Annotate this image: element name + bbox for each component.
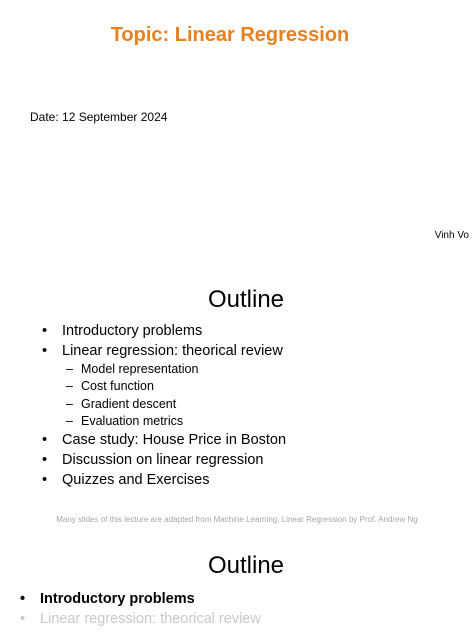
outline-item-label: Introductory problems	[62, 323, 203, 339]
bullet-icon: •	[42, 452, 48, 469]
outline-item-inactive	[18, 609, 261, 629]
dash-icon: –	[66, 413, 73, 428]
outline-item-active	[18, 589, 261, 609]
outline-item-label: Linear regression: theorical review	[40, 611, 261, 627]
bullet-icon: •	[42, 432, 48, 449]
outline-list	[40, 321, 286, 490]
bullet-icon: •	[42, 343, 48, 359]
outline-item	[40, 430, 286, 450]
outline-subitem-label: Model representation	[81, 362, 199, 376]
outline-item-label: Discussion on linear regression	[62, 452, 264, 469]
outline-slide	[0, 272, 474, 540]
slide-title: Topic: Linear Regression	[110, 24, 350, 46]
outline-subitem	[40, 361, 286, 378]
outline-item-label: Quizzes and Exercises	[62, 472, 210, 489]
bullet-icon: •	[20, 591, 26, 607]
footnote: Many slides of this lecture are adapted from Machine Learning, Linear Regression by Prof. Andrew Ng	[56, 515, 418, 524]
outline-item	[40, 341, 286, 361]
outline-slide-highlight	[0, 540, 474, 632]
dash-icon: –	[66, 396, 73, 411]
slide-author: Vinh Vo	[434, 230, 469, 241]
dash-icon: –	[66, 362, 73, 376]
title-slide	[0, 0, 474, 272]
outline-item	[40, 470, 286, 490]
outline-subitem-label: Cost function	[81, 379, 154, 394]
outline-item-label: Case study: House Price in Boston	[62, 432, 287, 449]
outline-list	[18, 589, 261, 629]
bullet-icon: •	[42, 472, 48, 489]
outline-item-label: Introductory problems	[40, 591, 195, 607]
outline-item	[40, 450, 286, 470]
bullet-icon: •	[42, 323, 48, 339]
outline-item-label: Linear regression: theorical review	[62, 343, 283, 359]
bullet-icon: •	[20, 611, 26, 627]
dash-icon: –	[66, 379, 73, 394]
outline-title: Outline	[207, 552, 285, 579]
outline-subitem	[40, 396, 286, 413]
outline-subitem-label: Gradient descent	[81, 396, 177, 411]
outline-subitem	[40, 413, 286, 430]
outline-item	[40, 321, 286, 341]
outline-title: Outline	[207, 286, 285, 313]
slide-date: Date: 12 September 2024	[30, 110, 168, 124]
outline-subitem-label: Evaluation metrics	[81, 413, 184, 428]
outline-subitem	[40, 378, 286, 395]
